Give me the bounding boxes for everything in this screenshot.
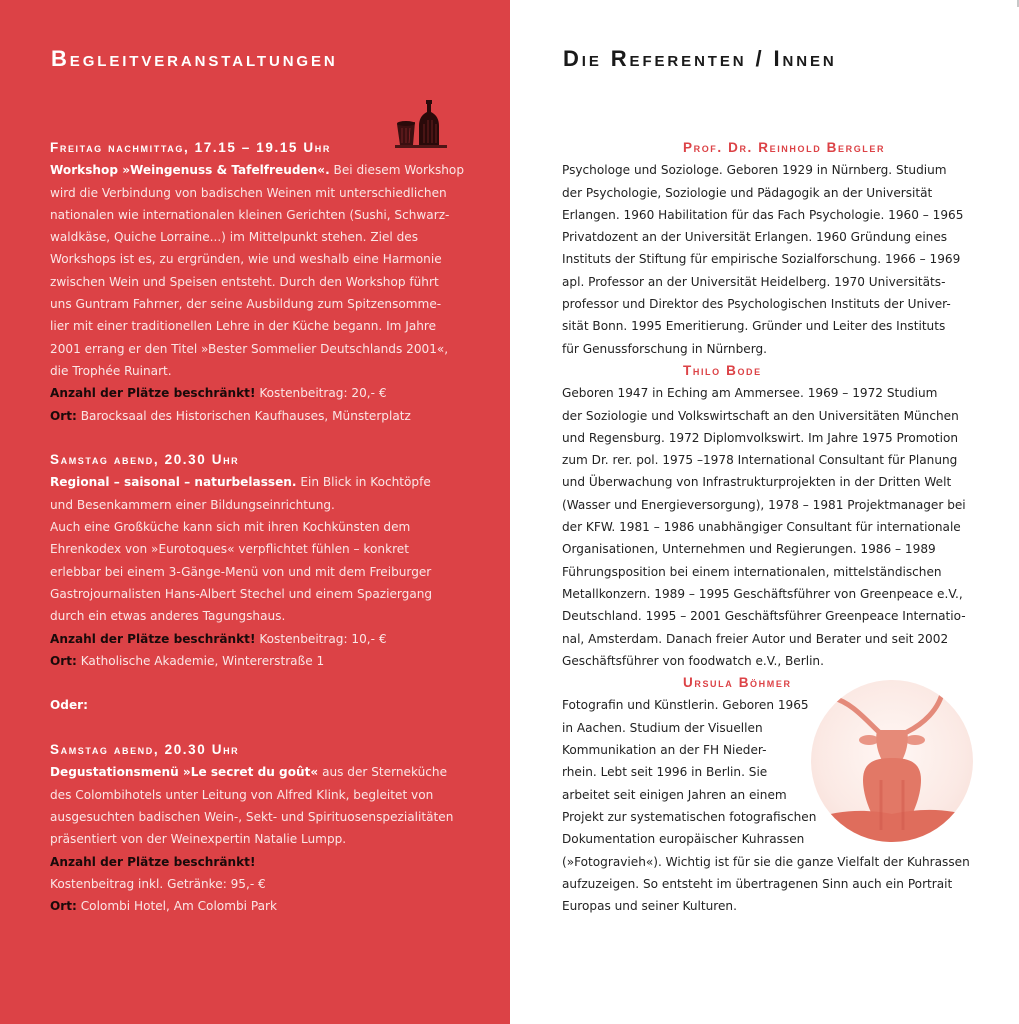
event-line: und Besenkammern einer Bildungseinrichtung. (50, 497, 335, 512)
bio-line: und Regensburg. 1972 Diplomvolkswirt. Im Jahre 1975 Promotion (562, 430, 959, 445)
speaker-block (562, 137, 982, 360)
event-location-line (50, 650, 470, 672)
event-line: 2001 errang er den Titel »Bester Sommelier Deutschlands 2001«, (50, 341, 449, 356)
bio-line: der KFW. 1981 – 1986 unabhängiger Consultant für internationale (562, 520, 961, 535)
speaker-name: Prof. Dr. Reinhold Bergler (683, 140, 886, 155)
event-location: Katholische Akademie, Wintererstraße 1 (76, 653, 325, 668)
location-label: Ort: (50, 653, 77, 668)
event-cost: Kostenbeitrag inkl. Getränke: 95,- € (50, 876, 266, 891)
location-label: Ort: (50, 899, 77, 914)
limited-seats-label: Anzahl der Plätze beschränkt! (50, 386, 256, 401)
bio-line: arbeitet seit einigen Jahren an einem (562, 787, 787, 802)
bio-line: Dokumentation europäischer Kuhrassen (562, 832, 805, 847)
speaker-block (562, 672, 982, 917)
event-title: Degustationsmenü »Le secret du goût« (50, 765, 319, 780)
limited-seats-label: Anzahl der Plätze beschränkt! (50, 631, 256, 646)
event-location-line (50, 405, 470, 427)
event-line: Gastrojournalisten Hans-Albert Stechel und einem Spaziergang (50, 586, 433, 601)
speaker-name: Ursula Böhmer (683, 675, 792, 691)
bio-line: aufzuzeigen. So entsteht im übertragenen Sinn auch ein Portrait (562, 876, 953, 891)
event-line (50, 761, 470, 783)
event-text: Bei diesem Workshop (329, 163, 464, 178)
bio-line: Organisationen, Unternehmen und Regierungen. 1986 – 1989 (562, 542, 936, 557)
bio-line: Führungsposition bei einem internationalen, mittelständischen (562, 564, 942, 579)
bio-line: Erlangen. 1960 Habilitation für das Fach Psychologie. 1960 – 1965 (562, 207, 964, 222)
right-page-title: Die Referenten / Innen (563, 46, 837, 71)
bio-line: Deutschland. 1995 – 2001 Geschäftsführer Greenpeace Internatio- (562, 609, 966, 624)
event-cost-line (50, 382, 470, 404)
limited-seats-label: Anzahl der Plätze beschränkt! (50, 854, 256, 869)
event-line: präsentiert von der Weinexpertin Natalie Lumpp. (50, 832, 347, 847)
event-line: waldkäse, Quiche Lorraine...) im Mittelpunkt stehen. Ziel des (50, 230, 419, 245)
bio-line: in Aachen. Studium der Visuellen (562, 720, 763, 735)
bio-line: nal, Amsterdam. Danach freier Autor und Berater und seit 2002 (562, 631, 949, 646)
event-line: wird die Verbindung von badischen Weinen mit unterschiedlichen (50, 185, 447, 200)
bio-line: zum Dr. rer. pol. 1975 –1978 International Consultant für Planung (562, 453, 958, 468)
bio-line: Psychologe und Soziologe. Geboren 1929 in Nürnberg. Studium (562, 163, 947, 178)
speakers-column (562, 137, 982, 917)
spacer (50, 717, 470, 739)
speaker-name: Thilo Bode (683, 362, 762, 378)
event-location: Colombi Hotel, Am Colombi Park (76, 899, 278, 914)
left-page-title: Begleitveranstaltungen (51, 46, 338, 71)
bio-line: für Genussforschung in Nürnberg. (562, 341, 767, 356)
bio-line: sität Bonn. 1995 Emeritierung. Gründer und Leiter des Instituts (562, 319, 946, 334)
event-line: nationalen wie internationalen kleinen Gerichten (Sushi, Schwarz- (50, 207, 450, 222)
bio-line: Projekt zur systematischen fotografischen (562, 809, 817, 824)
bio-line: Instituts der Stiftung für empirische Sozialforschung. 1966 – 1969 (562, 252, 961, 267)
event-cost: Kostenbeitrag: 10,- € (255, 631, 387, 646)
event-line: lier mit einer traditionellen Lehre in der Küche begann. Im Jahre (50, 319, 437, 334)
bio-line: (Wasser und Energieversorgung), 1978 – 1981 Projektmanager bei (562, 497, 966, 512)
bio-line: Europas und seiner Kulturen. (562, 899, 737, 914)
bio-line: Privatdozent an der Universität Erlangen. 1960 Gründung eines (562, 230, 948, 245)
speaker-block (562, 360, 982, 672)
event-line (50, 159, 470, 181)
bio-line: (»Fotogravieh«). Wichtig ist für sie die ganze Vielfalt der Kuhrassen (562, 854, 970, 869)
event-line: erlebbar bei einem 3-Gänge-Menü von und mit dem Freiburger (50, 564, 432, 579)
event-heading: Samstag abend, 20.30 Uhr (50, 742, 240, 758)
bio-line: rhein. Lebt seit 1996 in Berlin. Sie (562, 765, 768, 780)
bio-line: apl. Professor an der Universität Heidelberg. 1970 Universitäts- (562, 274, 946, 289)
event-block (50, 739, 470, 917)
event-cost-line (50, 628, 470, 650)
event-text: aus der Sterneküche (318, 765, 448, 780)
event-line: ausgesuchten badischen Wein-, Sekt- und Spirituosenspezialitäten (50, 809, 454, 824)
spacer (50, 672, 470, 694)
event-line: durch ein etwas anderes Tagungshaus. (50, 609, 286, 624)
event-block (50, 137, 470, 427)
location-label: Ort: (50, 408, 77, 423)
bio-line: Fotografin und Künstlerin. Geboren 1965 (562, 698, 809, 713)
event-block (50, 449, 470, 672)
event-line: Auch eine Großküche kann sich mit ihren Kochkünsten dem (50, 520, 411, 535)
bio-line: Geschäftsführer von foodwatch e.V., Berlin. (562, 653, 824, 668)
event-location: Barocksaal des Historischen Kaufhauses, Münsterplatz (76, 408, 411, 423)
event-location-line (50, 895, 470, 917)
event-heading: Freitag nachmittag, 17.15 – 19.15 Uhr (50, 140, 331, 155)
event-heading: Samstag abend, 20.30 Uhr (50, 452, 240, 468)
event-line: Workshops ist es, zu ergründen, wie und weshalb eine Harmonie (50, 252, 442, 267)
event-line: uns Guntram Fahrner, der seine Ausbildung zum Spitzensomme- (50, 297, 442, 312)
event-line (50, 471, 470, 493)
bio-line: und Überwachung von Infrastrukturprojekten in der Dritten Welt (562, 475, 952, 490)
bio-line: professor und Direktor des Psychologischen Instituts der Univer- (562, 297, 951, 312)
event-line: Ehrenkodex von »Eurotoques« verpflichtet fühlen – konkret (50, 542, 409, 557)
event-text: Ein Blick in Kochtöpfe (296, 475, 431, 490)
event-title: Regional – saisonal – naturbelassen. (50, 475, 297, 490)
events-column (50, 137, 470, 917)
bio-line: der Soziologie und Volkswirtschaft an den Universitäten München (562, 408, 959, 423)
bio-line: der Psychologie, Soziologie und Pädagogik an der Universität (562, 185, 933, 200)
bio-line: Geboren 1947 in Eching am Ammersee. 1969 – 1972 Studium (562, 386, 938, 401)
spacer (50, 427, 470, 449)
event-line: zwischen Wein und Speisen entsteht. Durch den Workshop führt (50, 274, 439, 289)
bio-line: Metallkonzern. 1989 – 1995 Geschäftsführer von Greenpeace e.V., (562, 586, 963, 601)
event-line: des Colombihotels unter Leitung von Alfred Klink, begleitet von (50, 787, 434, 802)
event-line: die Trophée Ruinart. (50, 363, 172, 378)
bio-line: Kommunikation an der FH Nieder- (562, 743, 767, 758)
event-cost: Kostenbeitrag: 20,- € (255, 386, 387, 401)
event-title: Workshop »Weingenuss & Tafelfreuden«. (50, 163, 330, 178)
separator-oder: Oder: (50, 698, 88, 713)
